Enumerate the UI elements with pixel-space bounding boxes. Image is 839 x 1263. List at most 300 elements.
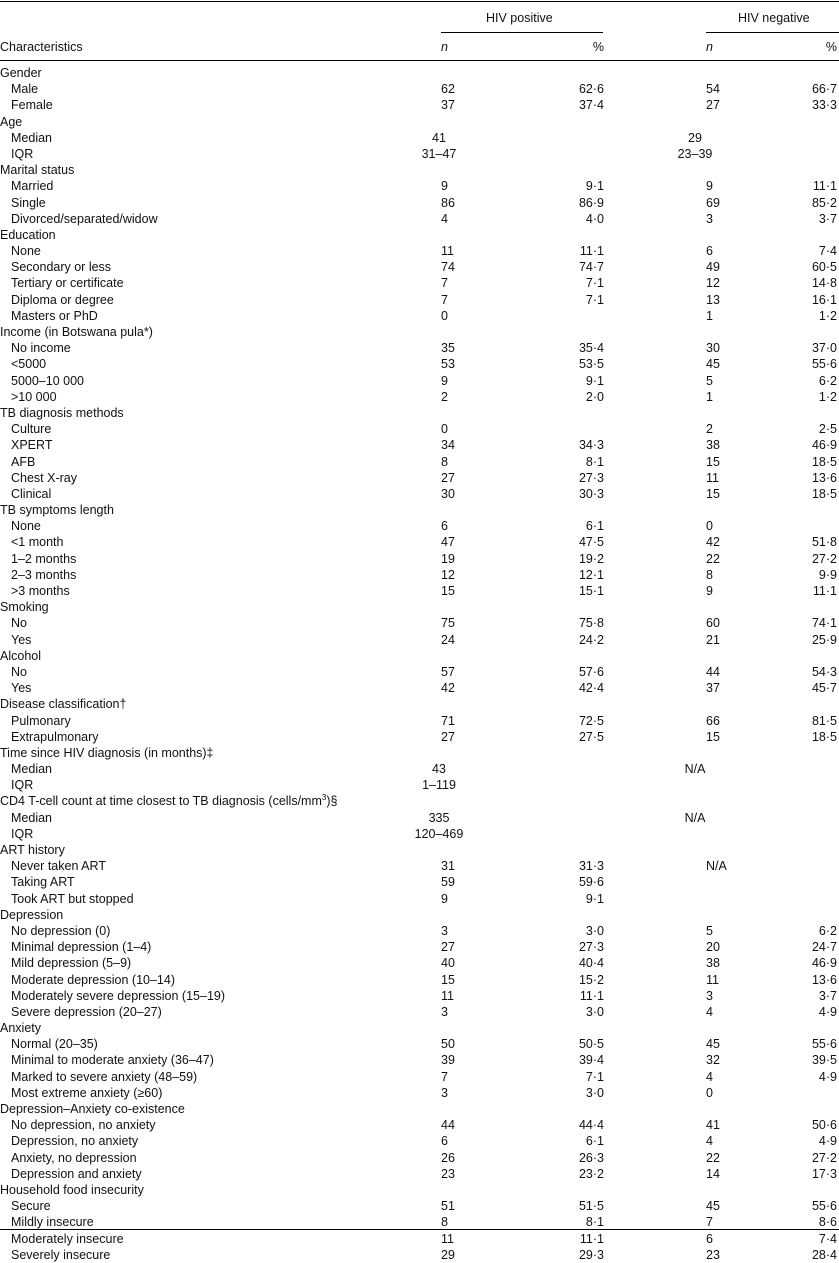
row-label: Yes bbox=[11, 681, 32, 696]
table-row bbox=[0, 195, 839, 211]
cell-n-hiv-positive: 9 bbox=[441, 891, 448, 906]
cell-pct-hiv-negative: 25·9 bbox=[811, 632, 837, 647]
cell-pct-hiv-positive: 3·0 bbox=[585, 1004, 604, 1019]
row-label: Male bbox=[11, 82, 39, 97]
row-label: 2–3 months bbox=[11, 567, 77, 582]
table-row bbox=[0, 389, 839, 405]
section-label: Income (in Botswana pula*) bbox=[0, 325, 153, 339]
row-label: Took ART but stopped bbox=[11, 891, 134, 906]
cell-pct-hiv-positive: 8·1 bbox=[585, 454, 604, 469]
cell-n-hiv-negative: 21 bbox=[706, 632, 720, 647]
row-label: Extrapulmonary bbox=[11, 729, 99, 744]
row-label: AFB bbox=[11, 454, 36, 469]
row-label: IQR bbox=[11, 826, 34, 841]
cell-n-hiv-negative: 11 bbox=[706, 470, 719, 485]
cell-n-hiv-positive: 27 bbox=[441, 470, 455, 485]
column-header-n-hiv-negative: n bbox=[706, 40, 713, 54]
cell-pct-hiv-negative: 60·5 bbox=[811, 260, 837, 275]
cell-n-hiv-negative: 45 bbox=[706, 1199, 720, 1214]
section-label: TB diagnosis methods bbox=[0, 405, 124, 420]
group-rule-hiv-positive bbox=[441, 32, 603, 33]
cell-n-hiv-positive: 50 bbox=[441, 1037, 455, 1052]
cell-pct-hiv-negative: 18·5 bbox=[811, 729, 837, 744]
table-row bbox=[0, 1069, 839, 1085]
cell-n-hiv-positive: 7 bbox=[441, 292, 448, 307]
cell-n-hiv-positive: 8 bbox=[441, 1215, 448, 1230]
cell-pct-hiv-positive: 51·5 bbox=[578, 1199, 604, 1214]
section-label: Household food insecurity bbox=[0, 1182, 144, 1197]
cell-pct-hiv-positive: 27·3 bbox=[578, 470, 604, 485]
cell-pct-hiv-positive: 44·4 bbox=[578, 1118, 604, 1133]
cell-n-hiv-positive: 35 bbox=[441, 341, 455, 356]
cell-n-hiv-positive: 39 bbox=[441, 1053, 455, 1068]
table-bottom-rule bbox=[0, 1229, 839, 1230]
cell-n-hiv-negative: 7 bbox=[706, 1215, 713, 1230]
cell-pct-hiv-negative: 51·8 bbox=[811, 535, 837, 550]
table-row bbox=[0, 713, 839, 729]
cell-pct-hiv-positive: 39·4 bbox=[578, 1053, 604, 1068]
row-label: Yes bbox=[11, 632, 32, 647]
table-row bbox=[0, 729, 839, 745]
cell-n-hiv-negative: 4 bbox=[706, 1069, 713, 1084]
section-label: Depression–Anxiety co-existence bbox=[0, 1102, 185, 1116]
cell-n-hiv-negative: 22 bbox=[706, 1150, 720, 1165]
table-row bbox=[0, 211, 839, 227]
column-header-pct-hiv-positive: % bbox=[592, 40, 604, 54]
table-row bbox=[0, 534, 839, 550]
cell-pct-hiv-negative: 24·7 bbox=[811, 940, 837, 955]
section-label: Anxiety bbox=[0, 1021, 41, 1036]
cell-pct-hiv-negative: 3·7 bbox=[818, 211, 837, 226]
cell-n-hiv-positive: 34 bbox=[441, 438, 455, 453]
cell-pct-hiv-negative: 14·8 bbox=[811, 276, 837, 291]
table-row bbox=[0, 1052, 839, 1068]
table-row bbox=[0, 130, 839, 146]
cell-n-hiv-positive: 12 bbox=[441, 567, 455, 582]
cell-n-hiv-positive: 15 bbox=[441, 584, 455, 598]
cell-pct-hiv-positive: 3·0 bbox=[585, 1085, 604, 1100]
section-header-row bbox=[0, 405, 839, 421]
cell-pct-hiv-negative: 2·5 bbox=[818, 422, 837, 437]
cell-pct-hiv-positive: 27·5 bbox=[578, 729, 604, 744]
cell-pct-hiv-positive: 9·1 bbox=[585, 179, 604, 194]
cell-pct-hiv-positive: 6·1 bbox=[585, 1134, 604, 1149]
cell-pct-hiv-positive: 40·4 bbox=[578, 956, 604, 971]
table-row bbox=[0, 275, 839, 291]
row-label: Secondary or less bbox=[11, 260, 112, 275]
cell-n-hiv-negative: 4 bbox=[706, 1004, 713, 1019]
row-label: 1–2 months bbox=[11, 551, 77, 566]
table-row bbox=[0, 1198, 839, 1214]
cell-n-hiv-negative: 49 bbox=[706, 260, 720, 275]
cell-n-hiv-negative: 5 bbox=[706, 373, 713, 388]
cell-n-hiv-positive: 11 bbox=[441, 1231, 454, 1246]
cell-n-hiv-negative: 13 bbox=[706, 292, 720, 307]
cell-n-hiv-positive: 2 bbox=[441, 389, 448, 404]
cell-summary-hiv-positive: 335 bbox=[428, 810, 450, 825]
cell-pct-hiv-positive: 30·3 bbox=[578, 486, 604, 501]
section-header-row bbox=[0, 907, 839, 923]
table-row bbox=[0, 259, 839, 275]
cell-n-hiv-positive: 7 bbox=[441, 1069, 448, 1084]
row-label: Minimal to moderate anxiety (36–47) bbox=[11, 1053, 214, 1068]
row-label: >10 000 bbox=[11, 389, 57, 404]
row-label: <1 month bbox=[11, 535, 64, 550]
row-label: Minimal depression (1–4) bbox=[11, 940, 152, 955]
table-row bbox=[0, 874, 839, 890]
row-label-text: CD4 T-cell count at time closest to TB diagnosis (cells/mm bbox=[0, 794, 322, 809]
cell-n-hiv-positive: 9 bbox=[441, 373, 448, 388]
cell-summary-hiv-negative: 23–39 bbox=[677, 146, 713, 161]
cell-pct-hiv-negative: 17·3 bbox=[811, 1166, 837, 1181]
row-label: No income bbox=[11, 341, 71, 356]
table-row bbox=[0, 308, 839, 324]
cell-pct-hiv-positive: 59·6 bbox=[578, 875, 604, 890]
row-label: Median bbox=[11, 762, 52, 777]
section-label: Smoking bbox=[0, 600, 49, 615]
section-header-row bbox=[0, 227, 839, 243]
row-label: Mildly insecure bbox=[11, 1215, 94, 1230]
table-row bbox=[0, 826, 839, 842]
cell-n-hiv-positive: 47 bbox=[441, 535, 455, 550]
cell-pct-hiv-positive: 6·1 bbox=[585, 519, 604, 534]
row-label: Mild depression (5–9) bbox=[11, 956, 132, 971]
cell-n-hiv-positive: 3 bbox=[441, 923, 448, 938]
column-header-characteristics: Characteristics bbox=[0, 40, 83, 54]
cell-pct-hiv-negative: 13·6 bbox=[811, 972, 837, 987]
row-label: None bbox=[11, 519, 41, 534]
cell-n-hiv-negative: 30 bbox=[706, 341, 720, 356]
cell-n-hiv-positive: 57 bbox=[441, 664, 455, 679]
section-header-row bbox=[0, 648, 839, 664]
table-row bbox=[0, 891, 839, 907]
cell-n-hiv-positive: 0 bbox=[441, 308, 448, 323]
cell-pct-hiv-negative: 27·2 bbox=[811, 551, 837, 566]
cell-pct-hiv-negative: 28·4 bbox=[811, 1247, 837, 1262]
table-row bbox=[0, 988, 839, 1004]
cell-n-hiv-negative: 23 bbox=[706, 1247, 720, 1262]
section-header-row bbox=[0, 1101, 839, 1117]
cell-pct-hiv-negative: 6·2 bbox=[818, 373, 837, 388]
table-row bbox=[0, 421, 839, 437]
cell-pct-hiv-negative: 4·9 bbox=[818, 1004, 837, 1019]
cell-pct-hiv-negative: 9·9 bbox=[818, 567, 837, 582]
section-label: Disease classification† bbox=[0, 697, 127, 712]
cell-summary-hiv-positive: 41 bbox=[432, 130, 446, 145]
table-row bbox=[0, 632, 839, 648]
table-row bbox=[0, 356, 839, 372]
cell-n-hiv-positive: 59 bbox=[441, 875, 455, 890]
cell-pct-hiv-positive: 11·1 bbox=[579, 988, 604, 1003]
cell-summary-hiv-positive: 120–469 bbox=[414, 826, 464, 841]
section-header-row bbox=[0, 324, 839, 340]
row-label: Depression and anxiety bbox=[11, 1166, 142, 1181]
cell-pct-hiv-negative: 66·7 bbox=[811, 82, 837, 97]
cell-n-hiv-negative: 44 bbox=[706, 664, 720, 679]
table-top-rule bbox=[0, 1, 839, 2]
row-label: Most extreme anxiety (≥60) bbox=[11, 1085, 163, 1100]
section-label: Marital status bbox=[0, 163, 75, 178]
row-label: Depression, no anxiety bbox=[11, 1134, 139, 1149]
cell-n-hiv-negative: 37 bbox=[706, 681, 720, 696]
row-label: Pulmonary bbox=[11, 713, 71, 728]
table-row bbox=[0, 1150, 839, 1166]
cell-pct-hiv-positive: 29·3 bbox=[578, 1247, 604, 1262]
cell-pct-hiv-positive: 9·1 bbox=[585, 891, 604, 906]
table-row bbox=[0, 178, 839, 194]
cell-n-hiv-positive: 44 bbox=[441, 1118, 455, 1133]
cell-n-hiv-negative: 0 bbox=[706, 1085, 713, 1100]
cell-pct-hiv-positive: 72·5 bbox=[578, 713, 604, 728]
row-label: Never taken ART bbox=[11, 859, 106, 874]
header-bottom-rule bbox=[0, 60, 839, 61]
cell-n-hiv-positive: 53 bbox=[441, 357, 455, 372]
cell-n-hiv-negative: 14 bbox=[706, 1166, 720, 1181]
cell-n-hiv-negative: 32 bbox=[706, 1053, 720, 1068]
cell-pct-hiv-negative: 1·2 bbox=[818, 389, 837, 404]
row-label: IQR bbox=[11, 146, 34, 161]
row-label: XPERT bbox=[11, 438, 53, 453]
group-header-hiv-positive: HIV positive bbox=[486, 11, 553, 25]
section-header-row bbox=[0, 1182, 839, 1198]
cell-pct-hiv-positive: 47·5 bbox=[578, 535, 604, 550]
row-label: Moderately severe depression (15–19) bbox=[11, 988, 226, 1003]
cell-pct-hiv-positive: 4·0 bbox=[585, 211, 604, 226]
row-label: Masters or PhD bbox=[11, 308, 98, 323]
cell-n-hiv-positive: 71 bbox=[441, 713, 455, 728]
group-rule-hiv-negative bbox=[706, 32, 839, 33]
table-row bbox=[0, 955, 839, 971]
cell-pct-hiv-positive: 50·5 bbox=[578, 1037, 604, 1052]
cell-n-hiv-positive: 29 bbox=[441, 1247, 455, 1262]
cell-pct-hiv-positive: 42·4 bbox=[578, 681, 604, 696]
cell-n-hiv-positive: 9 bbox=[441, 179, 448, 194]
cell-pct-hiv-negative: 55·6 bbox=[811, 1199, 837, 1214]
cell-pct-hiv-positive: 31·3 bbox=[578, 859, 604, 874]
row-label: 5000–10 000 bbox=[11, 373, 84, 388]
table-row bbox=[0, 243, 839, 259]
cell-n-hiv-negative: 38 bbox=[706, 438, 720, 453]
cell-pct-hiv-negative: 55·6 bbox=[811, 1037, 837, 1052]
table-row bbox=[0, 680, 839, 696]
table-row bbox=[0, 972, 839, 988]
cell-n-hiv-positive: 24 bbox=[441, 632, 455, 647]
cell-n-hiv-negative: 8 bbox=[706, 567, 713, 582]
row-label: Culture bbox=[11, 422, 52, 437]
cell-pct-hiv-positive: 3·0 bbox=[585, 923, 604, 938]
section-header-row bbox=[0, 65, 839, 81]
cell-n-hiv-negative: 41 bbox=[706, 1118, 720, 1133]
cell-n-hiv-positive: 11 bbox=[441, 244, 454, 259]
cell-pct-hiv-positive: 8·1 bbox=[585, 1215, 604, 1230]
cell-n-hiv-negative: 27 bbox=[706, 98, 720, 113]
cell-pct-hiv-positive: 24·2 bbox=[578, 632, 604, 647]
cell-pct-hiv-negative: 7·4 bbox=[818, 244, 837, 259]
cell-pct-hiv-negative: 4·9 bbox=[818, 1134, 837, 1149]
cell-pct-hiv-positive: 2·0 bbox=[585, 389, 604, 404]
cell-n-hiv-negative: N/A bbox=[706, 859, 727, 874]
cell-pct-hiv-positive: 23·2 bbox=[578, 1166, 604, 1181]
table-row bbox=[0, 1085, 839, 1101]
row-label: No bbox=[11, 664, 27, 679]
cell-n-hiv-positive: 75 bbox=[441, 616, 455, 631]
cell-pct-hiv-positive: 53·5 bbox=[578, 357, 604, 372]
table-row bbox=[0, 292, 839, 308]
cell-n-hiv-negative: 4 bbox=[706, 1134, 713, 1149]
table-row bbox=[0, 939, 839, 955]
row-label: Marked to severe anxiety (48–59) bbox=[11, 1069, 198, 1084]
section-header-row bbox=[0, 842, 839, 858]
table-row bbox=[0, 1247, 839, 1263]
cell-n-hiv-negative: 38 bbox=[706, 956, 720, 971]
cell-n-hiv-positive: 74 bbox=[441, 260, 455, 275]
cell-n-hiv-negative: 3 bbox=[706, 211, 713, 226]
cell-pct-hiv-negative: 16·1 bbox=[811, 292, 837, 307]
cell-n-hiv-positive: 3 bbox=[441, 1004, 448, 1019]
row-label: Median bbox=[11, 130, 52, 145]
row-label: Secure bbox=[11, 1199, 51, 1214]
section-header-row bbox=[0, 162, 839, 178]
table-row bbox=[0, 437, 839, 453]
cell-pct-hiv-negative: 7·4 bbox=[818, 1231, 837, 1246]
cell-summary-hiv-positive: 31–47 bbox=[421, 146, 457, 161]
cell-n-hiv-positive: 3 bbox=[441, 1085, 448, 1100]
table-body bbox=[0, 65, 839, 1263]
cell-summary-hiv-negative: N/A bbox=[684, 762, 706, 777]
cell-summary-hiv-negative: N/A bbox=[684, 810, 706, 825]
cell-pct-hiv-negative: 54·3 bbox=[811, 664, 837, 679]
cell-pct-hiv-positive: 86·9 bbox=[578, 195, 604, 210]
cell-pct-hiv-positive: 15·1 bbox=[578, 584, 604, 598]
section-header-row bbox=[0, 696, 839, 712]
table-row bbox=[0, 1036, 839, 1052]
table-row bbox=[0, 1117, 839, 1133]
row-label-superscript: 3 bbox=[321, 793, 327, 803]
cell-pct-hiv-positive: 15·2 bbox=[578, 972, 604, 987]
cell-pct-hiv-negative: 85·2 bbox=[811, 195, 837, 210]
table-row bbox=[0, 615, 839, 631]
table-row bbox=[0, 454, 839, 470]
cell-pct-hiv-negative: 27·2 bbox=[811, 1150, 837, 1165]
row-label: Clinical bbox=[11, 486, 52, 501]
row-label: Female bbox=[11, 98, 53, 113]
row-label: Normal (20–35) bbox=[11, 1037, 98, 1052]
table-row bbox=[0, 470, 839, 486]
cell-n-hiv-positive: 19 bbox=[441, 551, 455, 566]
cell-pct-hiv-positive: 37·4 bbox=[578, 98, 604, 113]
table-row bbox=[0, 583, 839, 599]
cell-n-hiv-negative: 20 bbox=[706, 940, 720, 955]
cell-n-hiv-negative: 6 bbox=[706, 244, 713, 259]
row-label: <5000 bbox=[11, 357, 47, 372]
row-label: Single bbox=[11, 195, 46, 210]
cell-n-hiv-negative: 12 bbox=[706, 276, 720, 291]
cell-pct-hiv-negative: 11·1 bbox=[812, 584, 837, 598]
row-label: Diploma or degree bbox=[11, 292, 114, 307]
cell-pct-hiv-negative: 33·3 bbox=[811, 98, 837, 113]
cell-pct-hiv-negative: 6·2 bbox=[818, 923, 837, 938]
cell-pct-hiv-positive: 11·1 bbox=[579, 244, 604, 259]
cell-n-hiv-positive: 31 bbox=[441, 859, 455, 874]
section-label: Education bbox=[0, 227, 56, 242]
section-header-row bbox=[0, 1020, 839, 1036]
cell-pct-hiv-negative: 46·9 bbox=[811, 438, 837, 453]
table-row bbox=[0, 761, 839, 777]
cell-pct-hiv-positive: 9·1 bbox=[585, 373, 604, 388]
row-label: Severe depression (20–27) bbox=[11, 1004, 162, 1019]
row-label: No depression (0) bbox=[11, 923, 111, 938]
cell-pct-hiv-negative: 55·6 bbox=[811, 357, 837, 372]
cell-n-hiv-negative: 42 bbox=[706, 535, 720, 550]
table-row bbox=[0, 146, 839, 162]
cell-pct-hiv-negative: 3·7 bbox=[818, 988, 837, 1003]
cell-n-hiv-negative: 2 bbox=[706, 422, 713, 437]
row-label: >3 months bbox=[11, 584, 70, 598]
cell-pct-hiv-negative: 50·6 bbox=[811, 1118, 837, 1133]
table-row bbox=[0, 1133, 839, 1149]
row-label: Chest X-ray bbox=[11, 470, 77, 485]
section-label: Time since HIV diagnosis (in months)‡ bbox=[0, 745, 214, 760]
cell-n-hiv-negative: 45 bbox=[706, 357, 720, 372]
table-row bbox=[0, 518, 839, 534]
table-row bbox=[0, 1166, 839, 1182]
section-header-row bbox=[0, 502, 839, 518]
group-header-hiv-negative: HIV negative bbox=[738, 11, 810, 25]
cell-summary-hiv-negative: 29 bbox=[688, 130, 702, 145]
cell-n-hiv-negative: 60 bbox=[706, 616, 720, 631]
row-label: Tertiary or certificate bbox=[11, 276, 124, 291]
table-row bbox=[0, 551, 839, 567]
table-row bbox=[0, 664, 839, 680]
column-header-n-hiv-positive: n bbox=[441, 40, 448, 54]
cell-summary-hiv-positive: 43 bbox=[432, 762, 446, 777]
cell-n-hiv-positive: 62 bbox=[441, 82, 455, 97]
section-label: ART history bbox=[0, 843, 65, 857]
cell-n-hiv-positive: 27 bbox=[441, 940, 455, 955]
cell-n-hiv-positive: 51 bbox=[441, 1199, 455, 1214]
cell-n-hiv-positive: 7 bbox=[441, 276, 448, 291]
cell-n-hiv-negative: 1 bbox=[706, 308, 713, 323]
table-row bbox=[0, 486, 839, 502]
cell-n-hiv-positive: 4 bbox=[441, 211, 448, 226]
cell-n-hiv-negative: 66 bbox=[706, 713, 720, 728]
cell-pct-hiv-negative: 46·9 bbox=[811, 956, 837, 971]
cell-pct-hiv-positive: 7·1 bbox=[585, 292, 604, 307]
section-header-row bbox=[0, 745, 839, 761]
cell-summary-hiv-positive: 1–119 bbox=[422, 778, 456, 793]
table-row bbox=[0, 373, 839, 389]
cell-n-hiv-positive: 0 bbox=[441, 422, 448, 437]
cell-n-hiv-positive: 30 bbox=[441, 486, 455, 501]
table-row bbox=[0, 81, 839, 97]
row-label: Anxiety, no depression bbox=[11, 1150, 137, 1165]
cell-pct-hiv-positive: 34·3 bbox=[578, 438, 604, 453]
cell-n-hiv-positive: 6 bbox=[441, 519, 448, 534]
cell-pct-hiv-negative: 13·6 bbox=[811, 470, 837, 485]
cell-n-hiv-negative: 6 bbox=[706, 1231, 713, 1246]
cell-n-hiv-negative: 9 bbox=[706, 584, 713, 598]
section-label: Depression bbox=[0, 907, 64, 922]
cell-n-hiv-negative: 15 bbox=[706, 729, 720, 744]
cell-n-hiv-positive: 15 bbox=[441, 972, 455, 987]
table-row bbox=[0, 567, 839, 583]
cell-pct-hiv-negative: 8·6 bbox=[818, 1215, 837, 1230]
cell-n-hiv-positive: 26 bbox=[441, 1150, 455, 1165]
cell-n-hiv-positive: 23 bbox=[441, 1166, 455, 1181]
section-header-row bbox=[0, 114, 839, 130]
row-label: Moderate depression (10–14) bbox=[11, 972, 175, 987]
cell-pct-hiv-negative: 18·5 bbox=[811, 454, 837, 469]
